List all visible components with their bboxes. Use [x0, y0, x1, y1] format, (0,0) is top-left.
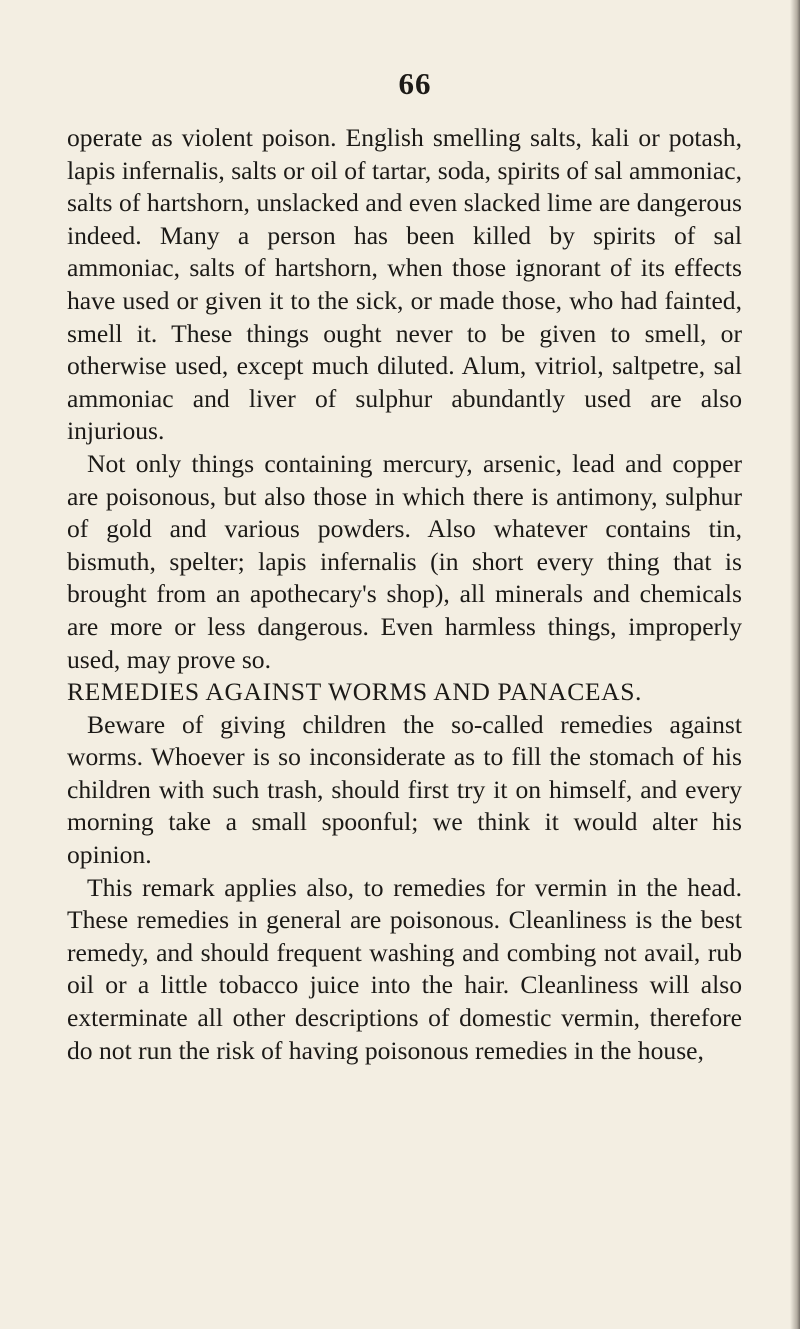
paragraph-worm-remedies: Beware of giving children the so-called remedies against worms. Whoever is so inconsiderate as to fill the stomach of his children with such trash, should first try it on himself, and every morning take a small spoonful; we think it would alter his opinion. — [67, 709, 742, 870]
page-body — [67, 122, 742, 1067]
paragraph-poisonous-things: Not only things containing mercury, arsenic, lead and copper are poisonous, but also those in which there is antimony, sulphur of gold and various powders. Also whatever contains tin, bismuth, spelter; lapis infernalis (in short every thing that is brought from an apothecary's shop), all minerals and chemicals are more or less dangerous. Even harmless things, improperly used, may prove so. — [67, 448, 742, 674]
page-edge-shadow — [790, 0, 800, 1329]
section-heading: REMEDIES AGAINST WORMS AND PANACEAS. — [67, 677, 643, 707]
paragraph-continuation: operate as violent poison. English smelling salts, kali or potash, lapis infernalis, salts or oil of tartar, soda, spirits of sal ammoniac, salts of hartshorn, unslacked and even slacked lime are dangerous indeed. Many a person has been killed by spirits of sal ammoniac, salts of hartshorn, when those ignorant of its effects have used or given it to the sick, or made those, who had fainted, smell it. These things ought never to be given to smell, or otherwise used, except much diluted. Alum, vitriol, saltpetre, sal ammoniac and liver of sulphur abundantly used are also injurious. — [67, 123, 742, 446]
page-number: 66 — [398, 66, 432, 101]
paragraph-vermin-remedies: This remark applies also, to remedies for vermin in the head. These remedies in general are poisonous. Cleanliness is the best remedy, and should frequent washing and combing not avail, rub oil or a little tobacco juice into the hair. Cleanliness will also exterminate all other descriptions of domestic vermin, therefore do not run the risk of having poisonous remedies in the house, — [67, 872, 742, 1065]
